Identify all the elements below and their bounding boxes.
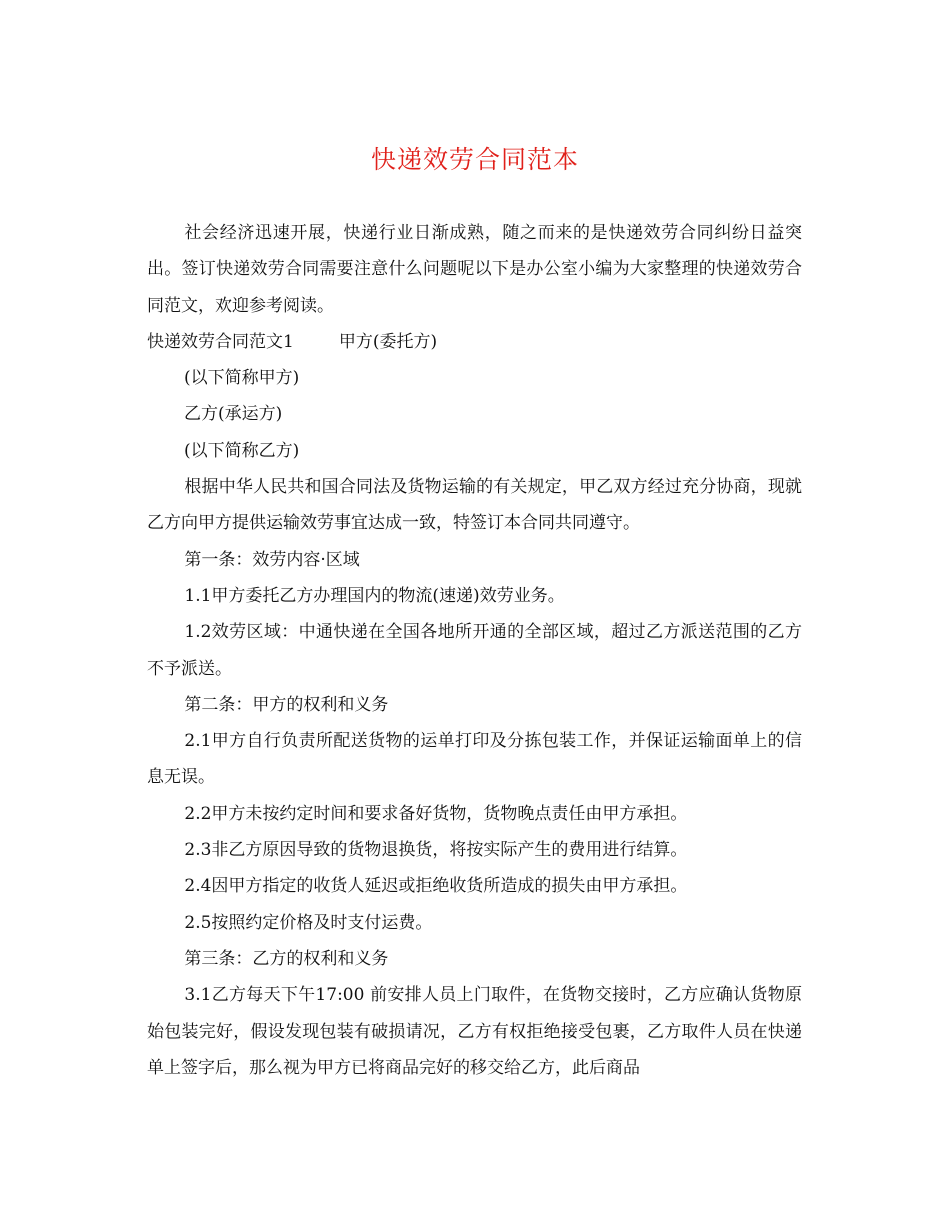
party-a-label: 甲方(委托方) — [338, 331, 438, 352]
article2-heading: 第二条：甲方的权利和义务 — [184, 694, 389, 715]
clause-2-1: 2.1甲方自行负责所配送货物的运单打印及分拣包装工作，并保证运输面单上的信息无误。 — [147, 731, 802, 788]
intro-paragraph: 社会经济迅速开展，快递行业日渐成熟，随之而来的是快递效劳合同纠纷日益突出。签订快递效劳合同需要注意什么问题呢以下是办公室小编为大家整理的快递效劳合同范文，欢迎参考阅读。 — [147, 223, 802, 316]
article1-heading: 第一条：效劳内容·区域 — [184, 549, 360, 570]
clause-2-4: 2.4因甲方指定的收货人延迟或拒绝收货所造成的损失由甲方承担。 — [184, 876, 688, 897]
document-body — [147, 215, 802, 1086]
clause-3-1: 3.1乙方每天下午17:00 前安排人员上门取件，在货物交接时，乙方应确认货物原始包装完好，假设发现包装有破损请况，乙方有权拒绝接受包裹，乙方取件人员在快递单上签字后，那么视为甲方已将商品完好的移交给乙方，此后商品 — [147, 985, 802, 1078]
clause-2-5: 2.5按照约定价格及时支付运费。 — [184, 912, 433, 933]
clause-1-2: 1.2效劳区域：中通快递在全国各地所开通的全部区域，超过乙方派送范围的乙方不予派送。 — [147, 622, 802, 679]
clause-2-2: 2.2甲方未按约定时间和要求备好货物，货物晚点责任由甲方承担。 — [184, 803, 688, 824]
section-heading-line — [147, 324, 802, 360]
party-b-label: 乙方(承运方) — [184, 404, 283, 425]
clause-2-3: 2.3非乙方原因导致的货物退换货，将按实际产生的费用进行结算。 — [184, 840, 688, 861]
article3-heading: 第三条：乙方的权利和义务 — [184, 948, 389, 969]
party-b-short: (以下简称乙方) — [184, 440, 300, 461]
preamble-paragraph: 根据中华人民共和国合同法及货物运输的有关规定，甲乙双方经过充分协商，现就乙方向甲方提供运输效劳事宜达成一致，特签订本合同共同遵守。 — [147, 477, 802, 534]
section-heading: 快递效劳合同范文1 — [147, 331, 294, 352]
clause-1-1: 1.1甲方委托乙方办理国内的物流(速递)效劳业务。 — [184, 585, 565, 606]
party-a-short: (以下简称甲方) — [184, 368, 300, 389]
document-title: 快递效劳合同范本 — [370, 145, 579, 174]
